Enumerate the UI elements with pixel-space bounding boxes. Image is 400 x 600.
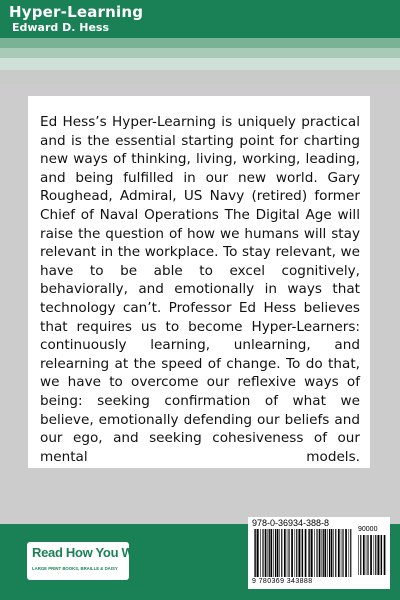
barcode-bar (370, 535, 372, 575)
barcode-bar (308, 529, 309, 577)
barcode-bar (331, 529, 333, 577)
barcode-bar (305, 529, 307, 577)
barcode-bar (296, 529, 297, 577)
barcode-bar (262, 529, 263, 577)
barcode-bar (273, 529, 274, 577)
barcode-bar (342, 529, 343, 577)
publisher-logo-text: Read How You Want (32, 545, 152, 560)
barcode-bar (374, 535, 375, 575)
barcode-bar (284, 529, 286, 577)
barcode-bar (323, 529, 324, 577)
barcode-bar (366, 535, 367, 575)
barcode-bar (301, 529, 302, 577)
publisher-logo-tagline: LARGE PRINT BOOKS, BRAILLE & DAISY (32, 566, 118, 571)
back-cover-blurb: Ed Hess’s Hyper-Learning is uniquely practical and is the essential starting point for charting new ways of thinking, living, working, leading, and being fulfilled in our new world. Gary Roughead, Admiral, US Navy (retired) former Chief of Naval Operations The Digital Age will raise the question of how we humans will stay relevant in the workplace. To stay relevant, we have to be able to excel cognitively, behaviorally, and emotionally in ways that technology can’t. Professor Ed Hess believes that requires us to become Hyper-Learners: continuously learning, unlearning, and relearning at the speed of change. To do that, we have to overcome our reflexive ways of being: seeking confirmation of what we believe, emotionally defending our beliefs and our ego, and seeking cohesiveness of our mental models. (40, 114, 360, 465)
barcode-bar (309, 529, 310, 577)
barcode-bar (335, 529, 336, 577)
isbn-number: 978-0-36934-388-8 (252, 518, 330, 528)
barcode-bar (279, 529, 280, 577)
book-author: Edward D. Hess (12, 21, 110, 34)
barcode-bar (269, 529, 270, 577)
decorative-band (0, 38, 400, 48)
barcode-bar (319, 529, 321, 577)
price-barcode-bars-icon (358, 535, 386, 575)
decorative-band (0, 48, 400, 58)
barcode-bar (302, 529, 303, 577)
barcode-bar (345, 529, 347, 577)
barcode-bar (322, 529, 323, 577)
decorative-band (0, 70, 400, 84)
barcode-bar (324, 529, 326, 577)
barcode-bar (254, 529, 255, 577)
barcode-bar (341, 529, 342, 577)
barcode-bar (257, 529, 259, 577)
barcode-bar (287, 529, 288, 577)
barcode-bar (384, 535, 386, 575)
barcode-bar (375, 535, 376, 575)
price-code: 90000 (358, 526, 378, 533)
barcode-bar (367, 535, 368, 575)
barcode-bar (350, 529, 351, 577)
barcode-bar (338, 529, 340, 577)
barcode-bar (311, 529, 313, 577)
barcode-bar (288, 529, 289, 577)
barcode-bar (270, 529, 272, 577)
barcode-bar (291, 529, 293, 577)
barcode-bar (265, 529, 267, 577)
barcode-bar (275, 529, 276, 577)
barcode-bar (277, 529, 279, 577)
barcode-bar (268, 529, 269, 577)
barcode-bar (380, 535, 381, 575)
barcode-bar (298, 529, 300, 577)
barcode-bar (377, 535, 379, 575)
publisher-logo (26, 541, 152, 581)
barcode-bars-icon (254, 529, 354, 577)
barcode-bar (316, 529, 317, 577)
book-title: Hyper-Learning (9, 3, 144, 21)
barcode-bar (360, 535, 361, 575)
barcode-bar (314, 529, 315, 577)
barcode-bar (327, 529, 328, 577)
barcode-bar (255, 529, 256, 577)
barcode-bar (333, 529, 334, 577)
barcode-bar (363, 535, 365, 575)
barcode-bar (358, 535, 359, 575)
barcode-digits: 9 780369 343888 (252, 578, 313, 585)
barcode-bar (381, 535, 382, 575)
barcode-bar (349, 529, 350, 577)
isbn-barcode (248, 517, 390, 589)
barcode-bar (281, 529, 282, 577)
barcode-bar (295, 529, 296, 577)
barcode-bar (260, 529, 261, 577)
decorative-band (0, 58, 400, 70)
cover-header (0, 0, 400, 38)
barcode-bar (329, 529, 330, 577)
